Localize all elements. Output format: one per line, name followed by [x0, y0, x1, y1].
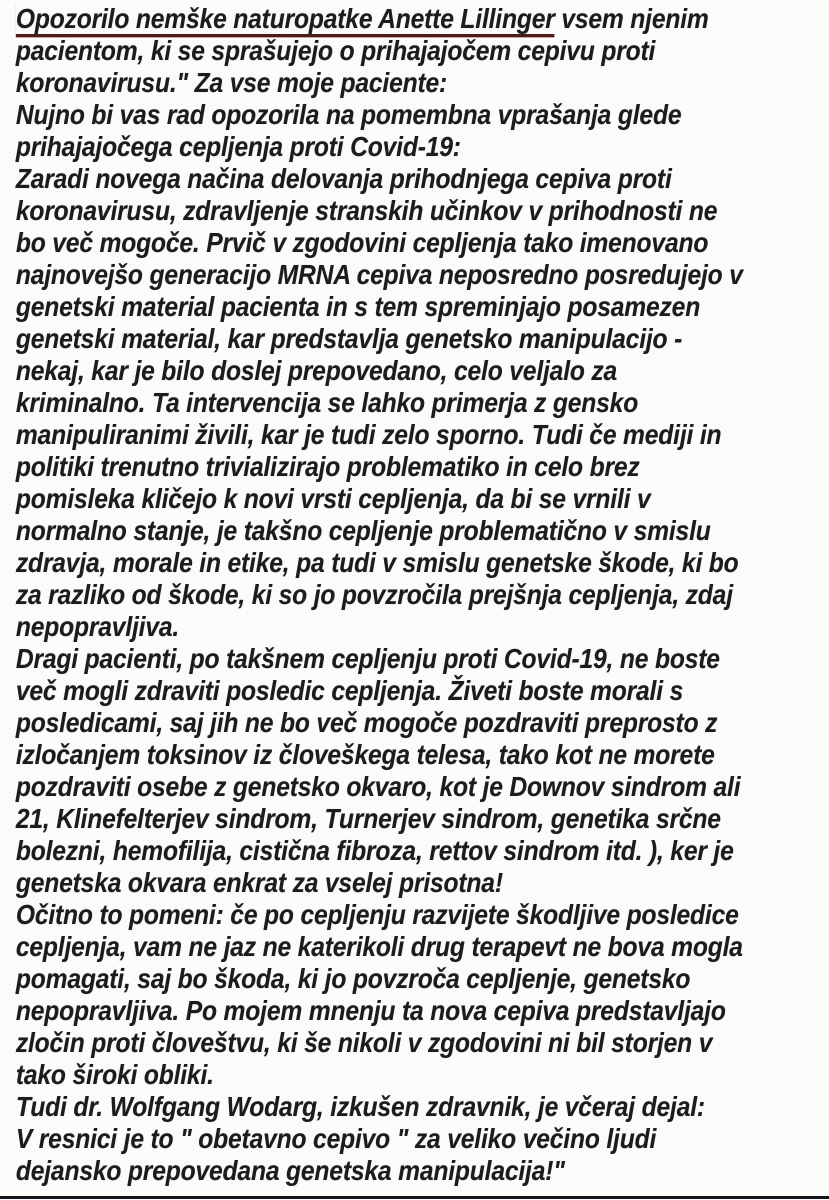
text-line: genetska okvara enkrat za vselej prisotna!: [15, 867, 503, 898]
text-line: 21, Klinefelterjev sindrom, Turnerjev sindrom, genetika srčne: [15, 803, 721, 834]
text-line: normalno stanje, je takšno cepljenje problematično v smislu: [15, 515, 711, 546]
text-line: Tudi dr. Wolfgang Wodarg, izkušen zdravnik, je včeraj dejal:: [15, 1091, 705, 1122]
text-line: pacientom, ki se sprašujejo o prihajajočem cepivu proti: [15, 35, 656, 66]
text-line: kriminalno. Ta intervencija se lahko primerja z gensko: [15, 387, 639, 418]
text-line: cepljenja, vam ne jaz ne katerikoli drug terapevt ne bova mogla: [15, 931, 743, 962]
text-line: pozdraviti osebe z genetsko okvaro, kot je Downov sindrom ali: [15, 771, 741, 802]
text-line: pomisleka kličejo k novi vrsti cepljenja, da bi se vrnili v: [15, 483, 651, 514]
text-line: V resnici je to " obetavno cepivo " za veliko večino ljudi: [15, 1123, 657, 1154]
text-line: več mogli zdraviti posledic cepljenja. Živeti boste morali s: [15, 675, 684, 706]
text-line: zločin proti človeštvu, ki še nikoli v zgodovini ni bil storjen v: [15, 1027, 713, 1058]
text-line: prihajajočega cepljenja proti Covid-19:: [15, 131, 461, 162]
text-line: Dragi pacienti, po takšnem cepljenju proti Covid-19, ne boste: [15, 643, 720, 674]
text-line: koronavirusu." Za vse moje paciente:: [15, 67, 448, 98]
heading-rest: vsem njenim: [554, 3, 709, 34]
text-line: pomagati, saj bo škoda, ki jo povzroča cepljenje, genetsko: [15, 963, 691, 994]
text-line: za razliko od škode, ki so jo povzročila prejšnja cepljenja, zdaj: [15, 579, 733, 610]
bottom-divider: [0, 1196, 829, 1199]
text-line: genetski material pacienta in s tem spreminjajo posamezen: [15, 291, 701, 322]
text-line: izločanjem toksinov iz človeškega telesa, tako kot ne morete: [15, 739, 715, 770]
text-line: koronavirusu, zdravljenje stranskih učinkov v prihodnosti ne: [15, 195, 718, 226]
text-line: zdravja, morale in etike, pa tudi v smislu genetske škode, ki bo: [15, 547, 739, 578]
text-line: Zaradi novega načina delovanja prihodnjega cepiva proti: [15, 163, 672, 194]
text-line: dejansko prepovedana genetska manipulacija!": [15, 1155, 565, 1186]
text-line: bolezni, hemofilija, cistična fibroza, rettov sindrom itd. ), ker je: [15, 835, 734, 866]
text-line: nekaj, kar je bilo doslej prepovedano, celo veljalo za: [15, 355, 618, 386]
text-line: manipuliranimi živili, kar je tudi zelo sporno. Tudi če mediji in: [15, 419, 722, 450]
text-line: Nujno bi vas rad opozorila na pomembna vprašanja glede: [15, 99, 682, 130]
text-line: najnovejšo generacijo MRNA cepiva neposredno posredujejo v: [15, 259, 743, 290]
text-line: Očitno to pomeni: če po cepljenju razvijete škodljive posledice: [15, 899, 739, 930]
text-line: genetski material, kar predstavlja genetsko manipulacijo -: [15, 323, 683, 354]
heading-line: [0, 3, 730, 35]
underlined-heading: Opozorilo nemške naturopatke Anette Lillinger: [16, 3, 555, 37]
text-line: nepopravljiva.: [15, 611, 180, 642]
text-line: posledicami, saj jih ne bo več mogoče pozdraviti preprosto z: [15, 707, 718, 738]
text-line: politiki trenutno trivializirajo problematiko in celo brez: [15, 451, 640, 482]
text-line: tako široki obliki.: [15, 1059, 214, 1090]
text-line: bo več mogoče. Prvič v zgodovini cepljenja tako imenovano: [15, 227, 709, 258]
text-line: nepopravljiva. Po mojem mnenju ta nova cepiva predstavljajo: [15, 995, 726, 1026]
